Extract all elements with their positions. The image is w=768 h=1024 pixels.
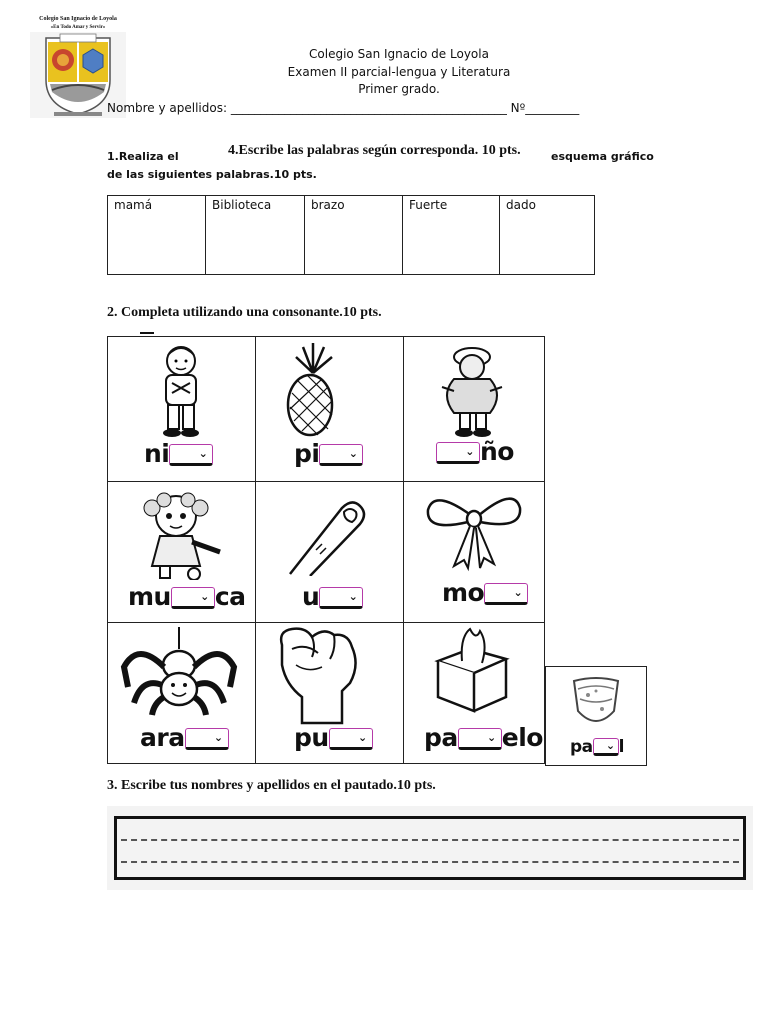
fist-icon [272,625,362,725]
pineapple-icon [278,343,348,439]
consonant-select[interactable] [185,728,229,750]
picture-cell [255,622,404,764]
word-cell[interactable]: Fuerte [403,196,500,275]
chevron-down-icon: ⌄ [213,731,223,744]
handwriting-lines-box[interactable] [114,816,746,880]
chevron-down-icon: ⌄ [487,731,496,744]
picture-cell [255,481,404,623]
guide-line [121,861,739,863]
word-prefix: mo [442,578,485,607]
student-name-field[interactable]: Nombre y apellidos: ______________________________________________ Nº_________ [107,101,580,115]
bow-icon [424,486,524,572]
picture-cell [403,336,545,482]
picture-cell [403,622,545,764]
picture-grid [107,336,545,764]
consonant-select[interactable] [319,587,363,609]
word-prefix: ara [140,723,185,752]
school-name: Colegio San Ignacio de Loyola [309,47,489,61]
consonant-select[interactable] [484,583,528,605]
word-cell[interactable]: Biblioteca [206,196,305,275]
word-prefix: pa [424,723,458,752]
section4-overlay-title: 4.Escribe las palabras según corresponda. 10 pts. [228,143,521,158]
section1-title-part-b: esquema gráfico [551,150,654,163]
picture-cell [107,622,256,764]
exam-title: Examen II parcial-lengua y Literatura [287,65,511,79]
section2-title: 2. Completa utilizando una consonante.10 pts. [107,305,382,320]
word-suffix: elo [501,723,543,752]
word-prefix: ni [144,439,170,468]
section1-title-part-c: de las siguientes palabras.10 pts. [107,168,317,181]
word-table [107,195,595,275]
word-prefix: mu [128,582,171,611]
word-suffix: ño [480,437,514,466]
spider-icon [118,627,240,717]
word-prefix: pi [294,439,320,468]
chevron-down-icon: ⌄ [200,590,209,603]
logo-school-name: Colegio San Ignacio de Loyola [39,16,117,22]
consonant-select[interactable] [329,728,373,750]
word-suffix: ca [214,582,246,611]
chevron-down-icon: ⌄ [465,445,474,458]
word-cell[interactable]: dado [500,196,595,275]
consonant-select[interactable] [319,444,363,466]
section1-title-part-a: 1.Realiza el [107,150,179,163]
grade-label: Primer grado. [358,82,440,96]
consonant-select[interactable] [436,442,480,464]
word-cell[interactable]: mamá [108,196,206,275]
chevron-down-icon: ⌄ [198,447,208,460]
chevron-down-icon: ⌄ [348,447,358,460]
decorative-dash [140,332,154,334]
child-icon [434,343,514,439]
tissue-box-icon [434,627,510,713]
finger-nail-icon [286,498,372,576]
picture-cell [107,336,256,482]
word-cell[interactable]: brazo [305,196,403,275]
guide-line [121,839,739,841]
consonant-select[interactable] [171,587,215,609]
word-prefix: pu [294,723,329,752]
picture-cell [107,481,256,623]
picture-cell [255,336,404,482]
diaper-icon [570,675,622,731]
picture-cell [545,666,647,766]
consonant-select[interactable] [458,728,502,750]
chevron-down-icon: ⌄ [513,586,523,599]
word-suffix: l [618,737,624,757]
consonant-select[interactable] [593,738,619,756]
word-prefix: u [302,582,320,611]
logo-motto: «En Todo Amar y Servir» [50,25,106,30]
boy-icon [146,343,216,439]
consonant-select[interactable] [169,444,213,466]
section3-title: 3. Escribe tus nombres y apellidos en el pautado.10 pts. [107,778,436,793]
picture-cell [403,481,545,623]
doll-icon [134,488,228,580]
word-prefix: pa [570,737,593,757]
chevron-down-icon: ⌄ [605,739,615,752]
chevron-down-icon: ⌄ [348,590,358,603]
chevron-down-icon: ⌄ [357,731,367,744]
